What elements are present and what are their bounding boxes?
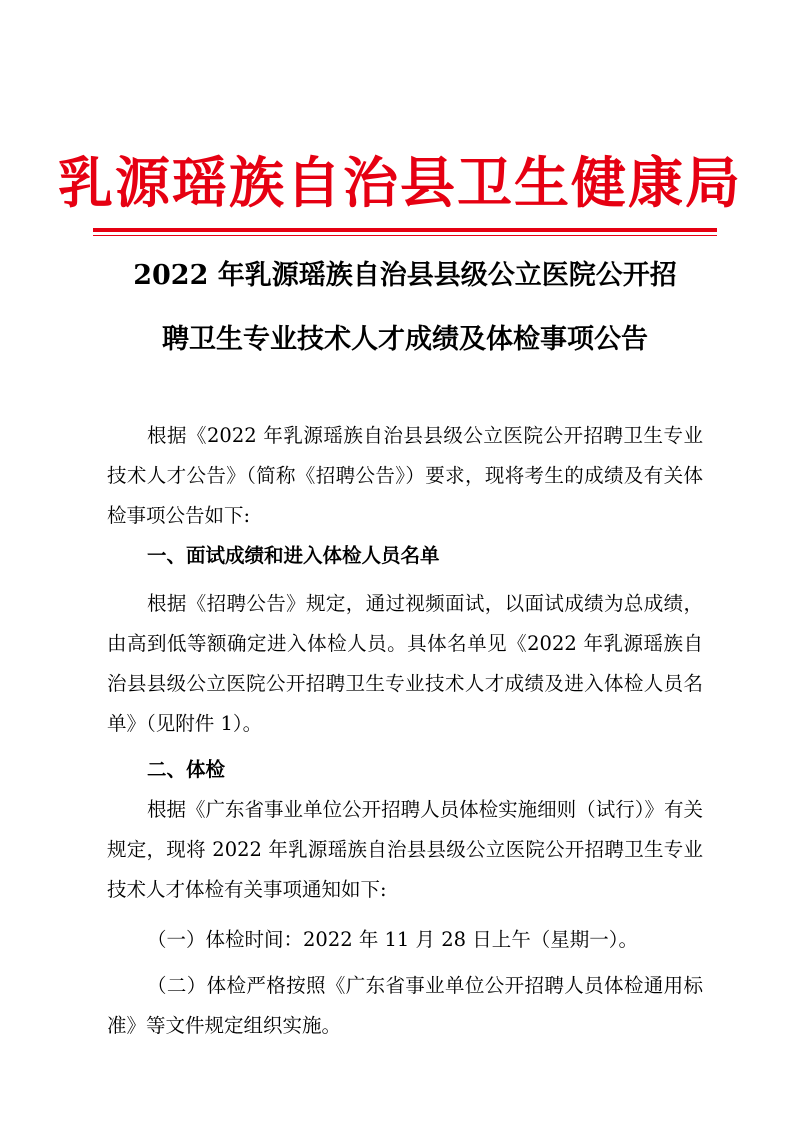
item-1-exam-time: （一）体检时间：2022 年 11 月 28 日上午（星期一）。: [147, 928, 638, 951]
header-rule-thick: [93, 228, 717, 232]
document-title-line-2: 聘卫生专业技术人才成绩及体检事项公告: [162, 324, 648, 355]
intro-paragraph: 根据《2022 年乳源瑶族自治县县级公立医院公开招聘卫生专业技术人才公告》（简称《招聘公告》）要求，现将考生的成绩及有关体检事项公告如下:: [107, 424, 703, 527]
item-2-exam-standard: （二）体检严格按照《广东省事业单位公开招聘人员体检通用标准》等文件规定组织实施。: [107, 974, 703, 1037]
section-1-paragraph: 根据《招聘公告》规定，通过视频面试，以面试成绩为总成绩，由高到低等额确定进入体检人员。具体名单见《2022 年乳源瑶族自治县县级公立医院公开招聘卫生专业技术人才成绩及进入体检人员名单》（见附件 1）。: [107, 592, 703, 735]
issuer-header: 乳源瑶族自治县卫生健康局: [57, 150, 742, 215]
document-title-line-1: 2022 年乳源瑶族自治县县级公立医院公开招: [133, 260, 677, 291]
section-1-heading: 一、面试成绩和进入体检人员名单: [147, 544, 440, 567]
header-rule-thin: [93, 235, 717, 236]
section-2-paragraph: 根据《广东省事业单位公开招聘人员体检实施细则（试行）》有关规定，现将 2022 年乳源瑶族自治县县级公立医院公开招聘卫生专业技术人才体检有关事项通知如下:: [107, 798, 703, 901]
section-2-heading: 二、体检: [147, 758, 226, 781]
